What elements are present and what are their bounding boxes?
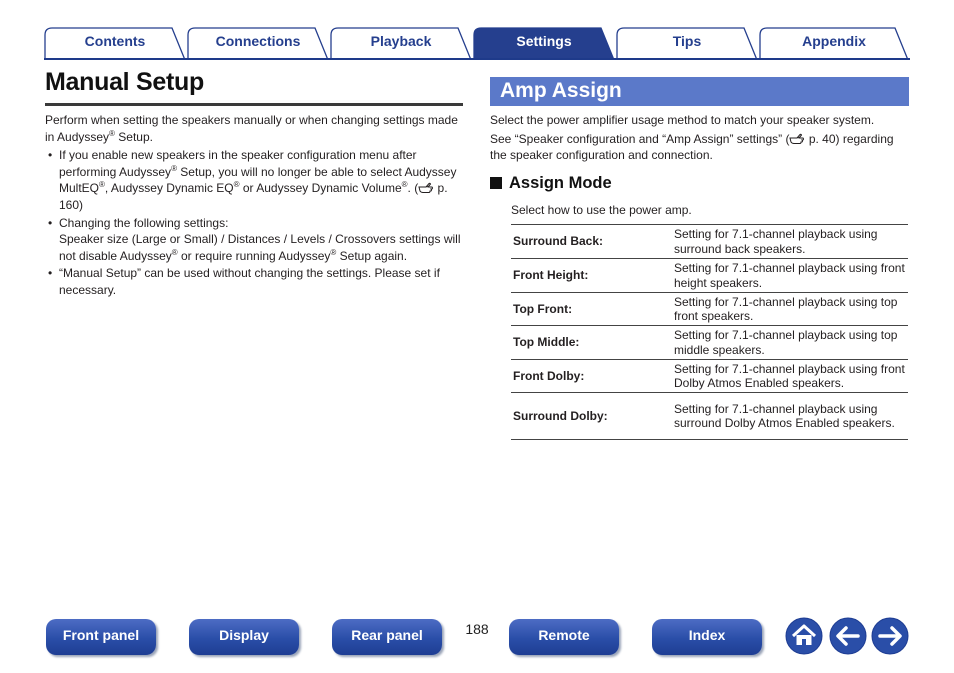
tab-label: Contents — [84, 33, 146, 49]
tab-playback[interactable] — [330, 27, 472, 60]
tab-label: Settings — [516, 33, 572, 49]
front-panel-button[interactable]: Front panel — [46, 619, 156, 655]
table-row — [511, 293, 908, 326]
arrow-right-icon[interactable] — [871, 617, 909, 655]
option-name: Top Middle: — [511, 326, 672, 360]
notes-list — [45, 147, 465, 298]
page-number: 188 — [465, 621, 489, 637]
option-description: Setting for 7.1-channel playback using surround Dolby Atmos Enabled speakers. — [672, 393, 908, 440]
table-row — [511, 259, 908, 293]
intro-paragraph: Perform when setting the speakers manually or when changing settings made in Audyssey® Setup. — [45, 113, 458, 144]
table-row — [511, 225, 908, 259]
option-description: Setting for 7.1-channel playback using top middle speakers. — [672, 326, 908, 360]
home-icon[interactable] — [785, 617, 823, 655]
section-header-amp-assign — [490, 77, 909, 106]
option-description: Setting for 7.1-channel playback using front Dolby Atmos Enabled speakers. — [672, 360, 908, 393]
list-item: • Changing the following settings: Speaker size (Large or Small) / Distances / Levels / Crossovers settings will not disable Audyssey® or require running Audyssey® Setup again. — [45, 215, 465, 265]
tab-tips[interactable] — [616, 27, 758, 60]
display-button[interactable]: Display — [189, 619, 299, 655]
list-item: • If you enable new speakers in the speaker configuration menu after performing Audyssey® Setup, you will no longer be able to select Audyssey MultEQ®, Audyssey Dynamic EQ® or Audyssey Dynamic Volume®. ( p. 160) — [45, 147, 465, 213]
top-tab-bar — [0, 0, 954, 62]
option-name: Top Front: — [511, 293, 672, 326]
amp-assign-description: Select the power amplifier usage method to match your speaker system. — [490, 113, 875, 127]
manual-setup-body — [45, 112, 465, 300]
tab-contents[interactable] — [44, 27, 186, 60]
square-bullet-icon — [490, 177, 502, 189]
tab-appendix[interactable] — [759, 27, 909, 60]
assign-mode-heading: Assign Mode — [490, 174, 612, 193]
tab-connections[interactable] — [187, 27, 329, 60]
pointing-hand-icon[interactable] — [418, 182, 434, 194]
page-title: Manual Setup — [45, 68, 204, 96]
pointing-hand-icon[interactable] — [789, 133, 805, 145]
tab-label: Connections — [215, 33, 301, 49]
table-row — [511, 360, 908, 393]
tab-label: Tips — [672, 33, 702, 49]
rear-panel-button[interactable]: Rear panel — [332, 619, 442, 655]
section-title: Amp Assign — [500, 79, 622, 102]
option-name: Front Height: — [511, 259, 672, 293]
table-row — [511, 393, 908, 440]
table-row — [511, 326, 908, 360]
option-description: Setting for 7.1-channel playback using front height speakers. — [672, 259, 908, 293]
tab-underline — [44, 58, 910, 60]
option-description: Setting for 7.1-channel playback using surround back speakers. — [672, 225, 908, 259]
assign-mode-table — [511, 224, 908, 440]
amp-assign-reference: See “Speaker configuration and “Amp Assign” settings” ( p. 40) regarding the speaker configuration and connection. — [490, 131, 894, 163]
tab-label: Playback — [370, 33, 432, 49]
option-description: Setting for 7.1-channel playback using top front speakers. — [672, 293, 908, 326]
assign-mode-description: Select how to use the power amp. — [511, 203, 692, 217]
option-name: Surround Dolby: — [511, 393, 672, 440]
option-name: Front Dolby: — [511, 360, 672, 393]
remote-button[interactable]: Remote — [509, 619, 619, 655]
arrow-left-icon[interactable] — [829, 617, 867, 655]
title-divider — [45, 103, 463, 106]
tab-label: Appendix — [802, 33, 866, 49]
index-button[interactable]: Index — [652, 619, 762, 655]
option-name: Surround Back: — [511, 225, 672, 259]
amp-assign-body — [490, 112, 910, 164]
tab-settings[interactable] — [473, 27, 615, 60]
list-item: • “Manual Setup” can be used without changing the settings. Please set if necessary. — [45, 265, 465, 298]
